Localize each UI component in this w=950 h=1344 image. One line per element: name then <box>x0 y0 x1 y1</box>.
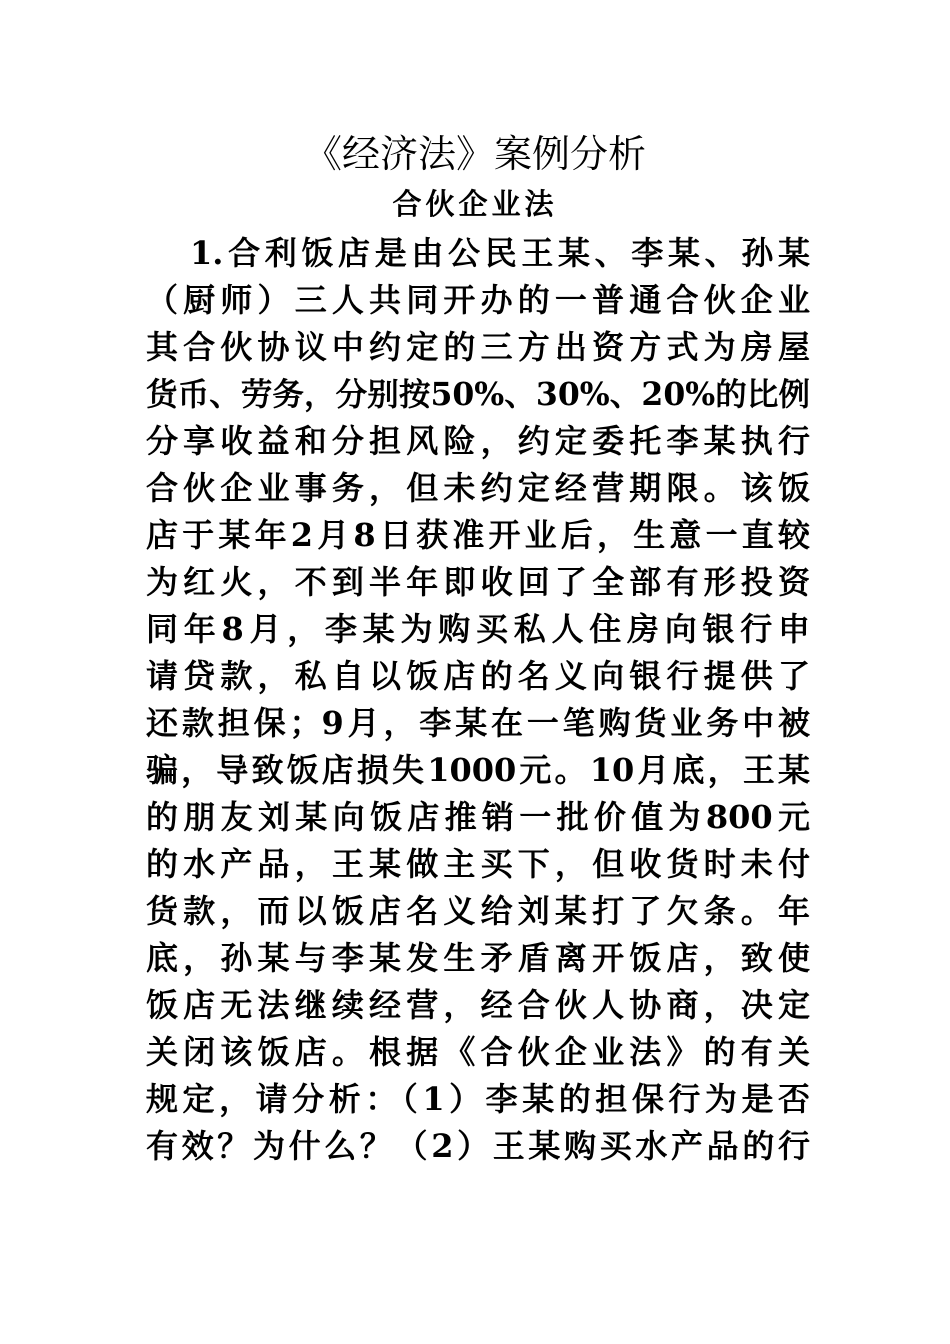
case-paragraph <box>146 230 810 1170</box>
paragraph-line: 1.合利饭店是由公民王某、李某、孙某 <box>190 234 810 272</box>
paragraph-line: 为红火，不到半年即收回了全部有形投资 <box>146 563 810 601</box>
paragraph-line: 饭店无法继续经营，经合伙人协商，决定 <box>146 986 810 1024</box>
paragraph-line: 店于某年2月8日获准开业后，生意一直较 <box>146 516 810 554</box>
paragraph-line: 同年8月，李某为购买私人住房向银行申 <box>146 610 810 648</box>
paragraph-line: （厨师）三人共同开办的一普通合伙企业 <box>146 281 810 319</box>
paragraph-line: 关闭该饭店。根据《合伙企业法》的有关 <box>146 1033 810 1071</box>
paragraph-line: 的水产品，王某做主买下，但收货时未付 <box>146 845 810 883</box>
document-title: 《经济法》案例分析 <box>303 132 646 176</box>
paragraph-line: 货币、劳务，分别按50%、30%、20%的比例 <box>146 376 810 413</box>
paragraph-line: 骗，导致饭店损失1000元。10月底，王某 <box>146 751 810 789</box>
paragraph-line: 底，孙某与李某发生矛盾离开饭店，致使 <box>146 939 810 977</box>
paragraph-line: 还款担保；9月，李某在一笔购货业务中被 <box>146 704 810 742</box>
paragraph-line: 规定，请分析：（1）李某的担保行为是否 <box>146 1080 810 1118</box>
paragraph-line: 其合伙协议中约定的三方出资方式为房屋 <box>146 328 810 366</box>
paragraph-line: 分享收益和分担风险，约定委托李某执行 <box>146 422 810 460</box>
paragraph-line: 合伙企业事务，但未约定经营期限。该饭 <box>146 469 810 507</box>
section-subtitle: 合伙企业法 <box>392 187 558 221</box>
paragraph-line: 的朋友刘某向饭店推销一批价值为800元 <box>146 798 810 836</box>
paragraph-line: 请贷款，私自以饭店的名义向银行提供了 <box>146 657 810 695</box>
paragraph-line: 有效？为什么？（2）王某购买水产品的行 <box>146 1127 810 1165</box>
paragraph-line: 货款，而以饭店名义给刘某打了欠条。年 <box>146 892 810 930</box>
